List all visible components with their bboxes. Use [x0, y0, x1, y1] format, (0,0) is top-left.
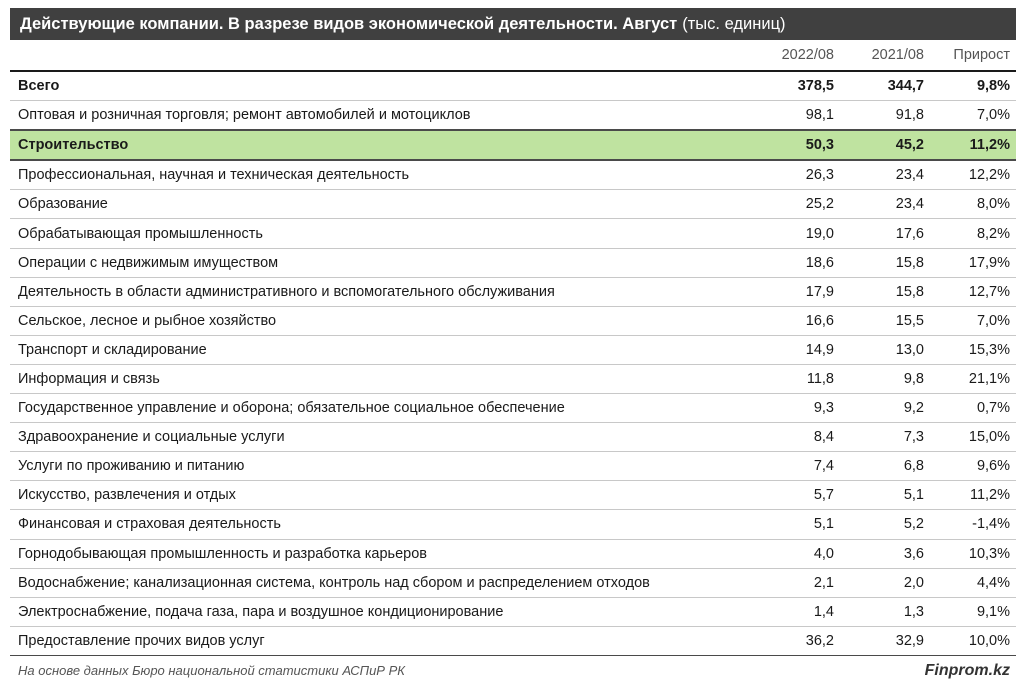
growth-value: 10,3% — [930, 539, 1016, 568]
row-name: Профессиональная, научная и техническая деятельность — [10, 160, 716, 190]
growth-value: 0,7% — [930, 394, 1016, 423]
value-2021: 344,7 — [840, 71, 930, 101]
value-2022: 4,0 — [716, 539, 840, 568]
row-name: Горнодобывающая промышленность и разработка карьеров — [10, 539, 716, 568]
table-row — [10, 101, 1016, 131]
table-row — [10, 481, 1016, 510]
value-2022: 5,1 — [716, 510, 840, 539]
row-name: Информация и связь — [10, 364, 716, 393]
value-2022: 9,3 — [716, 394, 840, 423]
value-2021: 15,5 — [840, 306, 930, 335]
value-2021: 15,8 — [840, 248, 930, 277]
row-name: Здравоохранение и социальные услуги — [10, 423, 716, 452]
source-note: На основе данных Бюро национальной статистики АСПиР РК — [18, 663, 405, 679]
value-2021: 23,4 — [840, 160, 930, 190]
row-name: Искусство, развлечения и отдых — [10, 481, 716, 510]
header-growth: Прирост — [953, 47, 1010, 63]
row-name: Оптовая и розничная торговля; ремонт автомобилей и мотоциклов — [10, 101, 716, 131]
growth-value: 10,0% — [930, 626, 1016, 655]
row-name: Транспорт и складирование — [10, 335, 716, 364]
value-2021: 15,8 — [840, 277, 930, 306]
header-2022: 2022/08 — [781, 47, 834, 63]
value-2022: 8,4 — [716, 423, 840, 452]
value-2021: 7,3 — [840, 423, 930, 452]
row-name: Водоснабжение; канализационная система, контроль над сбором и распределением отходов — [10, 568, 716, 597]
growth-value: 12,2% — [930, 160, 1016, 190]
table-unit: (тыс. единиц) — [682, 14, 786, 33]
value-2022: 1,4 — [716, 597, 840, 626]
row-name: Строительство — [10, 130, 716, 160]
row-name: Операции с недвижимым имуществом — [10, 248, 716, 277]
growth-value: 7,0% — [930, 306, 1016, 335]
row-name: Деятельность в области административного и вспомогательного обслуживания — [10, 277, 716, 306]
table-row — [10, 452, 1016, 481]
table-container — [10, 8, 1016, 686]
growth-value: 11,2% — [930, 481, 1016, 510]
value-2021: 23,4 — [840, 190, 930, 219]
value-2021: 5,2 — [840, 510, 930, 539]
table-row — [10, 190, 1016, 219]
value-2021: 6,8 — [840, 452, 930, 481]
table-row — [10, 160, 1016, 190]
value-2021: 9,8 — [840, 364, 930, 393]
table-row — [10, 626, 1016, 655]
value-2022: 11,8 — [716, 364, 840, 393]
growth-value: 8,0% — [930, 190, 1016, 219]
growth-value: 15,0% — [930, 423, 1016, 452]
growth-value: 21,1% — [930, 364, 1016, 393]
highlighted-row — [10, 130, 1016, 160]
row-name: Всего — [10, 71, 716, 101]
value-2022: 17,9 — [716, 277, 840, 306]
value-2022: 19,0 — [716, 219, 840, 248]
value-2021: 13,0 — [840, 335, 930, 364]
value-2021: 2,0 — [840, 568, 930, 597]
value-2021: 45,2 — [840, 130, 930, 160]
growth-value: 4,4% — [930, 568, 1016, 597]
table-row — [10, 277, 1016, 306]
header-2021: 2021/08 — [871, 47, 924, 63]
title-bar — [10, 8, 1016, 40]
value-2022: 7,4 — [716, 452, 840, 481]
table-row — [10, 510, 1016, 539]
row-name: Образование — [10, 190, 716, 219]
row-name: Обрабатывающая промышленность — [10, 219, 716, 248]
growth-value: 11,2% — [930, 130, 1016, 160]
value-2021: 3,6 — [840, 539, 930, 568]
growth-value: 8,2% — [930, 219, 1016, 248]
value-2021: 32,9 — [840, 626, 930, 655]
table-row — [10, 423, 1016, 452]
value-2022: 25,2 — [716, 190, 840, 219]
value-2021: 91,8 — [840, 101, 930, 131]
table-row — [10, 306, 1016, 335]
growth-value: 9,8% — [930, 71, 1016, 101]
row-name: Государственное управление и оборона; обязательное социальное обеспечение — [10, 394, 716, 423]
growth-value: 17,9% — [930, 248, 1016, 277]
value-2022: 14,9 — [716, 335, 840, 364]
table-row — [10, 597, 1016, 626]
row-name: Электроснабжение, подача газа, пара и воздушное кондиционирование — [10, 597, 716, 626]
table-row — [10, 539, 1016, 568]
growth-value: 12,7% — [930, 277, 1016, 306]
value-2021: 1,3 — [840, 597, 930, 626]
row-name: Финансовая и страховая деятельность — [10, 510, 716, 539]
growth-value: 7,0% — [930, 101, 1016, 131]
footer — [10, 656, 1016, 686]
value-2022: 26,3 — [716, 160, 840, 190]
value-2022: 378,5 — [716, 71, 840, 101]
header-row — [10, 40, 1016, 71]
value-2021: 17,6 — [840, 219, 930, 248]
value-2022: 98,1 — [716, 101, 840, 131]
data-table — [10, 40, 1016, 656]
table-row — [10, 248, 1016, 277]
row-name: Услуги по проживанию и питанию — [10, 452, 716, 481]
table-row — [10, 335, 1016, 364]
table-row — [10, 364, 1016, 393]
value-2022: 36,2 — [716, 626, 840, 655]
growth-value: 9,6% — [930, 452, 1016, 481]
table-row — [10, 394, 1016, 423]
value-2022: 2,1 — [716, 568, 840, 597]
value-2022: 18,6 — [716, 248, 840, 277]
row-name: Сельское, лесное и рыбное хозяйство — [10, 306, 716, 335]
growth-value: 15,3% — [930, 335, 1016, 364]
growth-value: 9,1% — [930, 597, 1016, 626]
growth-value: -1,4% — [930, 510, 1016, 539]
value-2021: 9,2 — [840, 394, 930, 423]
value-2021: 5,1 — [840, 481, 930, 510]
brand-logo: Finprom.kz — [924, 661, 1010, 679]
table-title: Действующие компании. В разрезе видов экономической деятельности. Август — [20, 14, 678, 33]
row-name: Предоставление прочих видов услуг — [10, 626, 716, 655]
header-empty — [10, 40, 716, 71]
value-2022: 50,3 — [716, 130, 840, 160]
table-row — [10, 219, 1016, 248]
table-body — [10, 71, 1016, 655]
table-row — [10, 568, 1016, 597]
value-2022: 16,6 — [716, 306, 840, 335]
total-row — [10, 71, 1016, 101]
value-2022: 5,7 — [716, 481, 840, 510]
